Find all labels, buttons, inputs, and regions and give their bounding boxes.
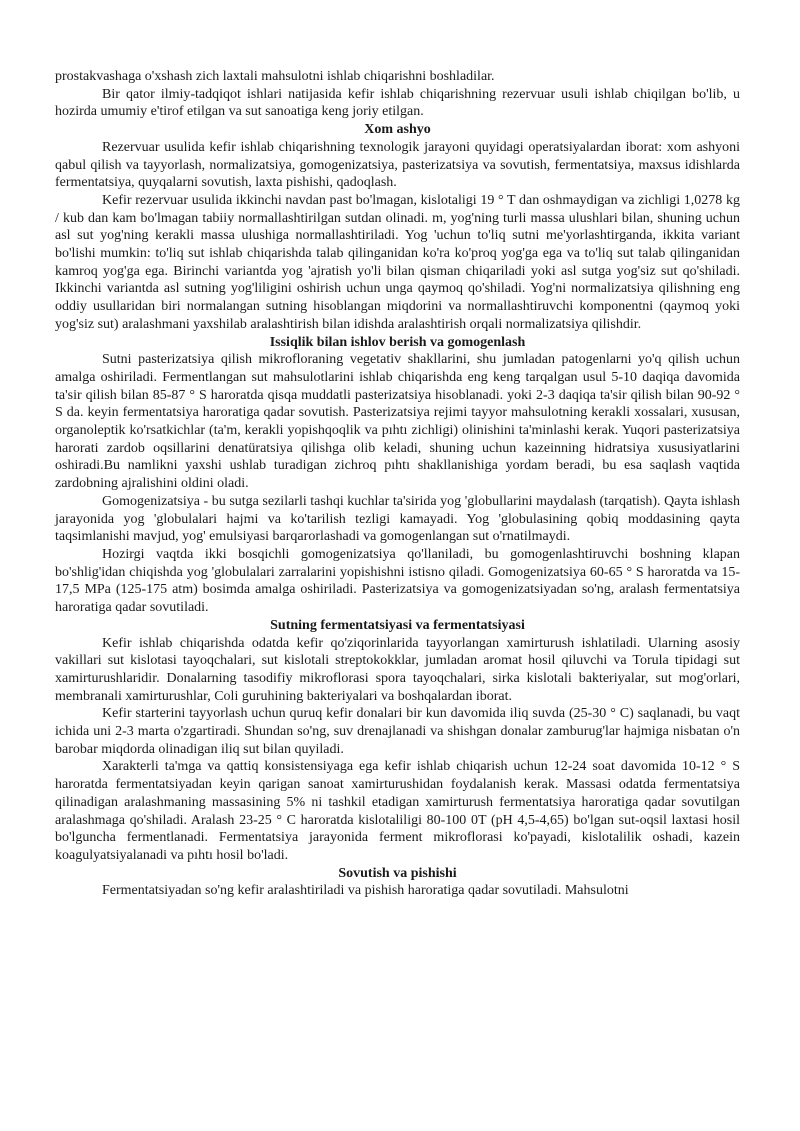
paragraph-fermentation-conditions: Xarakterli ta'mga va qattiq konsistensiyaga ega kefir ishlab chiqarish uchun 12-24 soat davomida 10-12 ° S haroratda fermentatsiyadan keyin qarigan sanoat xamirturushidan foydalanish kerak. Massasi odatda fermentatsiya qilinadigan aralashmaning massasining 5% ni tashkil etadigan xamirturush fermentatsiya haroratiga qadar sovutilgan aralashmaga qo'shiladi. Aralash 23-25 ° C haroratda kislotaliligi 80-100 0T (pH 4,5-4,65) bo'lgan sut-oqsil laxtasi hosil bo'lguncha fermentlanadi. Fermentatsiya jarayonida ferment mikroflorasi ko'payadi, kislotalilik oshadi, kazein koagulyatsiyalanadi va pıhtı hosil bo'ladi. — [55, 759, 740, 863]
paragraph-two-stage-homogenization: Hozirgi vaqtda ikki bosqichli gomogenizatsiya qo'llaniladi, bu gomogenlashtiruvchi boshning klapan bo'shlig'idan chiqishda yog 'globulalari zarralarini yopishishni istisno qiladi. Gomogenizatsiya 60-65 ° S haroratda va 15-17,5 MPa (125-175 atm) bosimda amalga oshiriladi. Pasterizatsiya va gomogenizatsiyadan so'ng, aralash fermentatsiya haroratiga qadar sovutiladi. — [55, 546, 740, 616]
paragraph-normalization: Kefir rezervuar usulida ikkinchi navdan past bo'lmagan, kislotaligi 19 ° T dan oshmaydigan va zichligi 1,0278 kg / kub dan kam bo'lmagan tabiiy normallashtirilgan sutdan olinadi. m, yog'ning turli massa ulushlari bilan, shuning uchun asl sut yog'ning kerakli massa ulushiga normallashtiriladi. Yog 'uchun to'liq sutni me'yorlashtirganda, ikkita variant bo'lishi mumkin: to'liq sut ishlab chiqarishda talab qilinganidan ko'ra ko'proq yog'ga ega va to'liq sut talab qilinganidan kamroq yog'ga ega. Birinchi variantda yog 'ajratish yo'li bilan qisman chiqariladi yoki asl sutga yog'siz sut qo'shiladi. Ikkinchi variantda asl sutning yog'liligini oshirish uchun unga qaymoq qo'shiladi. Yog'ni normalizatsiya qilishning eng oddiy usullaridan biri normalangan sutning hisoblangan miqdorini va normallashtiruvchi komponentni (qaymoq yoki yog'siz sut) aralashmani yaxshilab aralashtirish bilan idishda aralashtirish orqali normalizatsiya qilishdir. — [55, 192, 740, 332]
heading-cooling-ripening: Sovutish va pishishi — [338, 865, 457, 881]
paragraph-process-steps: Rezervuar usulida kefir ishlab chiqarishning texnologik jarayoni quyidagi operatsiyalardan iborat: xom ashyoni qabul qilish va tayyorlash, normalizatsiya, gomogenizatsiya, pasterizatsiya va sovutish, fermentatsiya, maxsus idishlarda fermentatsiya, quyqalarni sovutish, laxta pishishi, qadoqlash. — [55, 139, 740, 191]
paragraph-intro-continuation: prostakvashaga o'xshash zich laxtali mahsulotni ishlab chiqarishni boshladilar. — [55, 69, 495, 84]
heading-raw-materials: Xom ashyo — [364, 122, 431, 138]
paragraph-homogenization: Gomogenizatsiya - bu sutga sezilarli tashqi kuchlar ta'sirida yog 'globullarini maydalash (tarqatish). Qayta ishlash jarayonida yog 'globulalari hajmi va ko'tarilish tezligi kamayadi. Yog 'globulasining qobiq moddasining qayta taqsimlanishi mavjud, yog' emulsiyasi barqarorlashadi va gomogenlangan sut o'rnatilmaydi. — [55, 493, 740, 545]
heading-fermentation: Sutning fermentatsiyasi va fermentatsiyasi — [270, 617, 525, 633]
paragraph-reservoir-method: Bir qator ilmiy-tadqiqot ishlari natijasida kefir ishlab chiqarishning rezervuar usuli ishlab chiqilgan bo'lib, u hozirda umumiy e'tirof etilgan va sut sanoatiga keng joriy etilgan. — [55, 86, 740, 120]
paragraph-kefir-grains: Kefir ishlab chiqarishda odatda kefir qo'ziqorinlarida tayyorlangan xamirturush ishlatiladi. Ularning asosiy vakillari sut kislotasi tayoqchalari, sut kislotali streptokokklar, jumladan aromat hosil qiluvchi va Torula tipidagi sut xamirturushlaridir. Donalarning tasodifiy mikroflorasi spora tayoqchalari, sirka kislotali bakteriyalar, sut mog'orlari, membranali xamirturushlar, Coli guruhining bakteriyalari va boshqalardan iborat. — [55, 635, 740, 704]
paragraph-starter-preparation: Kefir starterini tayyorlash uchun quruq kefir donalari bir kun davomida iliq suvda (25-30 ° C) saqlanadi, bu vaqt ichida uni 2-3 marta o'zgartiradi. Shundan so'ng, suv drenajlanadi va shishgan donalar zamburug'lar hajmiga nisbatan o'n barobar miqdorda olinadigan iliq sut bilan quyiladi. — [55, 706, 740, 757]
paragraph-pasteurization: Sutni pasterizatsiya qilish mikrofloraning vegetativ shakllarini, shu jumladan patogenlarni yo'q qilish uchun amalga oshiriladi. Fermentlangan sut mahsulotlarini ishlab chiqarishda eng keng tarqalgan usul 5-10 daqiqa davomida ta'sir qilish bilan 85-87 ° S haroratda qisqa muddatli pasterizatsiya hisoblanadi. yoki 2-3 daqiqa ta'sir qilish bilan 90-92 ° S da. keyin fermentatsiya haroratiga qadar sovutish. Pasterizatsiya rejimi tayyor mahsulotning kerakli xossalari, xususan, organoleptik ko'rsatkichlar (ta'm, kerakli yopishqoqlik va pıhtı zichligi) olinishini ta'minlashi kerak. Yuqori pasterizatsiya harorati zardob oqsillarini denatüratsiya qilishga olib keladi, shuning uchun kazeinning hidratsiya xususiyatlarini oshiradi.Bu namlikni yaxshi ushlab turadigan zichroq pıhtı shakllanishiga yordam beradi, bu esa saqlash vaqtida zardobning ajralishini oldini oladi. — [55, 352, 740, 492]
paragraph-cooling: Fermentatsiyadan so'ng kefir aralashtiriladi va pishish haroratiga qadar sovutiladi. Mahsulotni — [102, 883, 629, 899]
heading-heat-treatment: Issiqlik bilan ishlov berish va gomogenlash — [269, 334, 526, 350]
